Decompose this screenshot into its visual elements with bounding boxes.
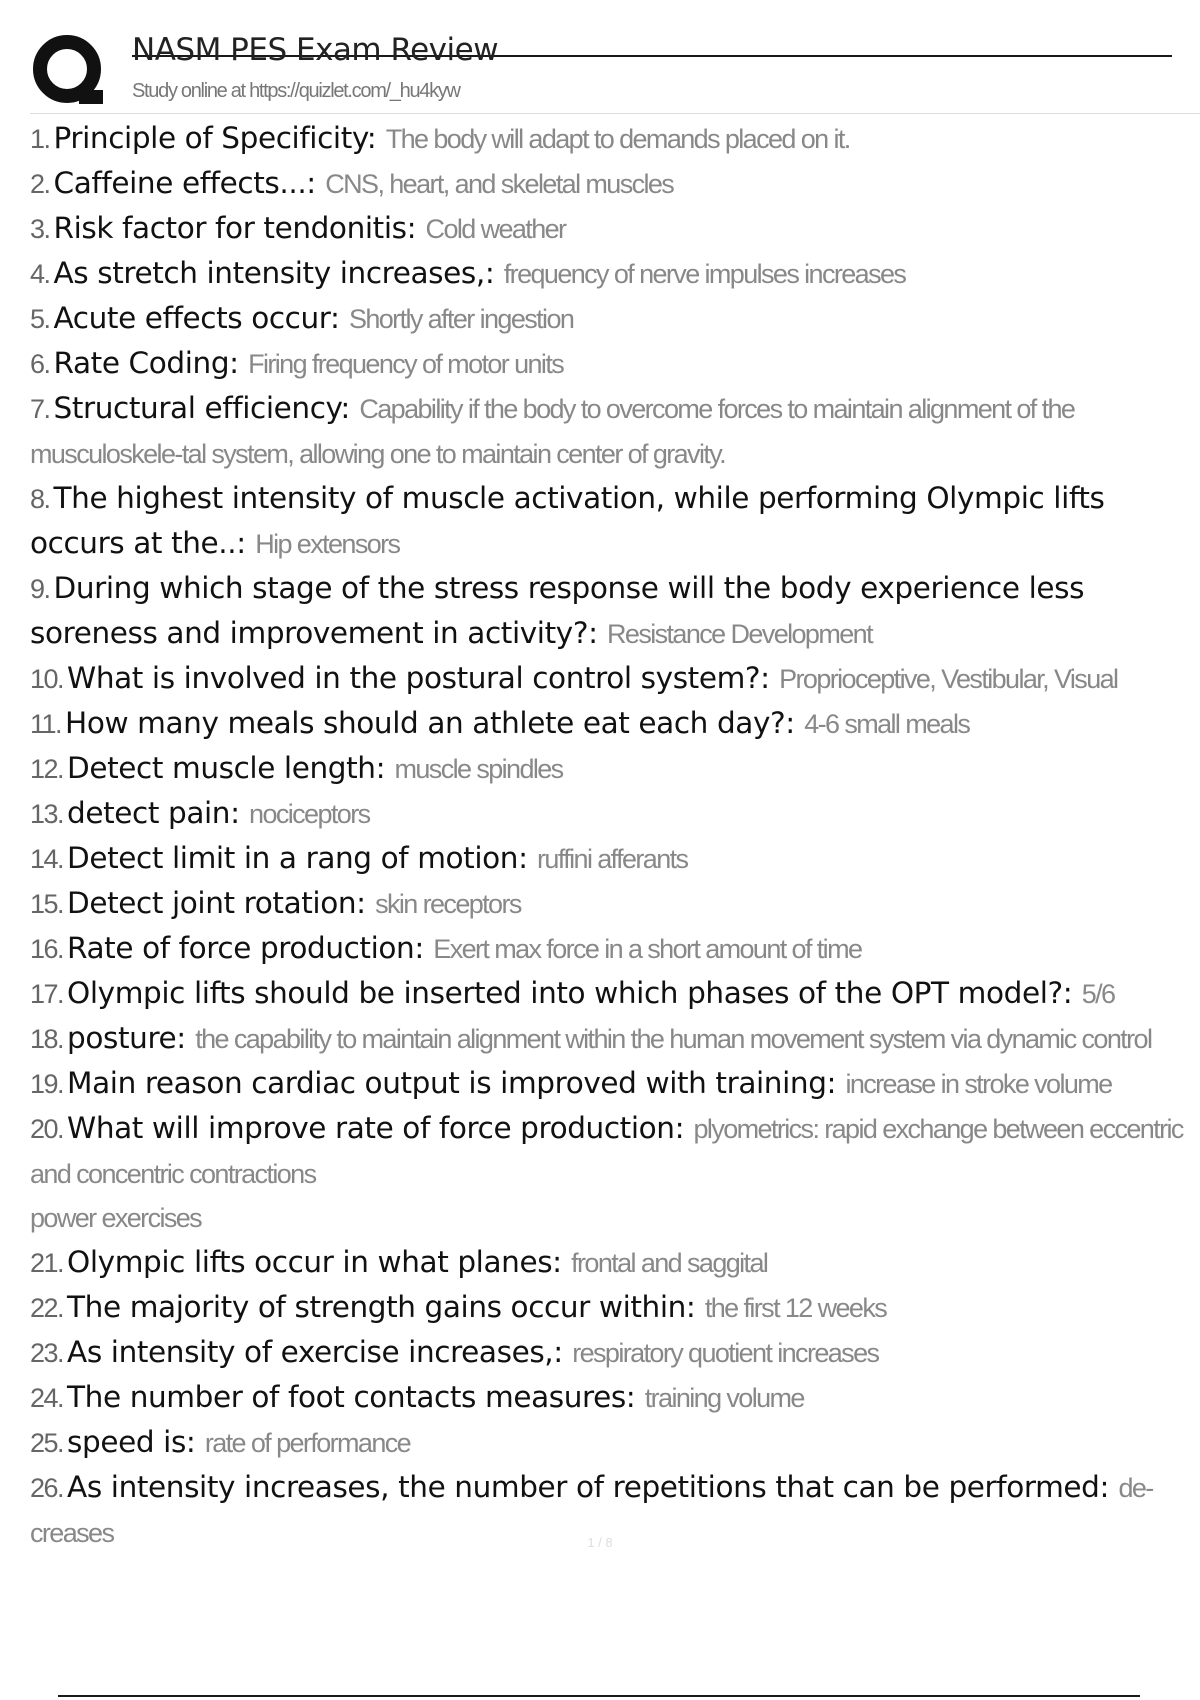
item-definition: skin receptors	[375, 889, 521, 919]
item-term: Detect limit in a rang of motion:	[67, 841, 528, 875]
item-number: 1.	[30, 124, 50, 154]
item-definition: The body will adapt to demands placed on it.	[385, 124, 850, 154]
list-item	[30, 1240, 1200, 1285]
item-definition: Proprioceptive, Vestibular, Visual	[779, 664, 1118, 694]
item-term: Acute effects occur:	[53, 301, 340, 335]
item-definition: rate of performance	[204, 1428, 411, 1458]
item-definition: Firing frequency of motor units	[248, 349, 564, 379]
item-definition: ruffini afferants	[537, 844, 688, 874]
item-number: 26.	[30, 1473, 64, 1503]
item-number: 6.	[30, 349, 50, 379]
item-definition: nociceptors	[249, 799, 370, 829]
item-definition: training volume	[644, 1383, 804, 1413]
item-number: 22.	[30, 1293, 64, 1323]
list-item	[30, 341, 1200, 386]
item-definition: the first 12 weeks	[704, 1293, 887, 1323]
header-divider	[30, 113, 1200, 114]
item-number: 11.	[30, 709, 62, 739]
item-number: 16.	[30, 934, 64, 964]
item-term: Olympic lifts occur in what planes:	[67, 1245, 562, 1279]
item-number: 25.	[30, 1428, 64, 1458]
item-term: Risk factor for tendonitis:	[53, 211, 417, 245]
quizlet-logo-icon	[30, 32, 110, 112]
item-definition: CNS, heart, and skeletal muscles	[325, 169, 674, 199]
list-item	[30, 836, 1200, 881]
item-term: Olympic lifts should be inserted into which phases of the OPT model?:	[67, 976, 1073, 1010]
item-number: 12.	[30, 754, 64, 784]
item-number: 5.	[30, 304, 50, 334]
item-definition: plyometrics: rapid exchange between eccentric and concentric contractions	[30, 1114, 1183, 1189]
study-online-link[interactable]: Study online at https://quizlet.com/_hu4kyw	[132, 80, 460, 102]
item-definition: respiratory quotient increases	[572, 1338, 879, 1368]
item-definition: de-creases	[30, 1473, 1153, 1548]
item-number: 21.	[30, 1248, 64, 1278]
item-term: detect pain:	[67, 796, 240, 830]
item-definition: 4-6 small meals	[804, 709, 970, 739]
item-number: 8.	[30, 484, 50, 514]
item-term: Caffeine effects...:	[53, 166, 316, 200]
item-term: What is involved in the postural control system?:	[67, 661, 770, 695]
item-number: 2.	[30, 169, 50, 199]
item-number: 19.	[30, 1069, 64, 1099]
item-number: 4.	[30, 259, 50, 289]
list-item	[30, 926, 1200, 971]
item-term: Detect joint rotation:	[67, 886, 366, 920]
list-item	[30, 656, 1200, 701]
item-term: Structural efficiency:	[53, 391, 350, 425]
item-term: Rate Coding:	[53, 346, 239, 380]
item-number: 3.	[30, 214, 50, 244]
item-definition-extra: power exercises	[30, 1203, 202, 1233]
item-number: 18.	[30, 1024, 64, 1054]
item-number: 17.	[30, 979, 64, 1009]
item-number: 13.	[30, 799, 64, 829]
footer-divider	[58, 1695, 1140, 1697]
list-item	[30, 1016, 1200, 1061]
item-term: How many meals should an athlete eat each day?:	[65, 706, 795, 740]
item-number: 23.	[30, 1338, 64, 1368]
list-item	[30, 1375, 1200, 1420]
item-term: As intensity of exercise increases,:	[67, 1335, 563, 1369]
list-item	[30, 476, 1200, 566]
item-definition: frequency of nerve impulses increases	[503, 259, 906, 289]
item-definition: Exert max force in a short amount of time	[433, 934, 862, 964]
list-item	[30, 251, 1200, 296]
list-item	[30, 161, 1200, 206]
list-item	[30, 296, 1200, 341]
item-number: 20.	[30, 1114, 64, 1144]
item-definition: frontal and saggital	[571, 1248, 768, 1278]
item-term: The highest intensity of muscle activation, while performing Olympic lifts occurs at the..:	[30, 481, 1105, 560]
item-term: As intensity increases, the number of repetitions that can be performed:	[67, 1470, 1110, 1504]
item-number: 10.	[30, 664, 64, 694]
flashcard-list	[30, 116, 1200, 1555]
item-term: During which stage of the stress response will the body experience less soreness and improvement in activity?:	[30, 571, 1085, 650]
item-definition: Resistance Development	[607, 619, 872, 649]
item-definition: Capability if the body to overcome forces to maintain alignment of the musculoskele-tal system, allowing one to maintain center of gravity.	[30, 394, 1075, 469]
list-item	[30, 386, 1200, 476]
list-item	[30, 206, 1200, 251]
page-number: 1 / 8	[587, 1535, 613, 1550]
item-number: 14.	[30, 844, 64, 874]
list-item	[30, 116, 1200, 161]
item-definition: Cold weather	[425, 214, 566, 244]
item-definition: the capability to maintain alignment within the human movement system via dynamic control	[195, 1024, 1152, 1054]
item-term: speed is:	[67, 1425, 196, 1459]
item-number: 7.	[30, 394, 50, 424]
list-item	[30, 701, 1200, 746]
list-item	[30, 791, 1200, 836]
list-item	[30, 1330, 1200, 1375]
item-number: 24.	[30, 1383, 64, 1413]
item-number: 9.	[30, 574, 50, 604]
item-term: As stretch intensity increases,:	[53, 256, 495, 290]
page-header	[30, 28, 1200, 118]
item-definition: Hip extensors	[255, 529, 400, 559]
list-item	[30, 881, 1200, 926]
list-item	[30, 746, 1200, 791]
item-definition: muscle spindles	[394, 754, 563, 784]
item-term: The majority of strength gains occur within:	[67, 1290, 696, 1324]
item-term: What will improve rate of force production:	[67, 1111, 685, 1145]
item-term: Principle of Specificity:	[53, 121, 377, 155]
list-item	[30, 1285, 1200, 1330]
list-item	[30, 1106, 1200, 1240]
item-definition: increase in stroke volume	[845, 1069, 1112, 1099]
list-item	[30, 1420, 1200, 1465]
list-item	[30, 1061, 1200, 1106]
item-term: The number of foot contacts measures:	[67, 1380, 636, 1414]
list-item	[30, 971, 1200, 1016]
item-term: Rate of force production:	[67, 931, 424, 965]
document-title: NASM PES Exam Review	[132, 32, 499, 68]
item-definition: 5/6	[1081, 979, 1115, 1009]
item-term: Detect muscle length:	[67, 751, 386, 785]
item-term: posture:	[67, 1021, 186, 1055]
item-definition: Shortly after ingestion	[348, 304, 574, 334]
item-number: 15.	[30, 889, 64, 919]
list-item	[30, 566, 1200, 656]
item-term: Main reason cardiac output is improved with training:	[67, 1066, 837, 1100]
